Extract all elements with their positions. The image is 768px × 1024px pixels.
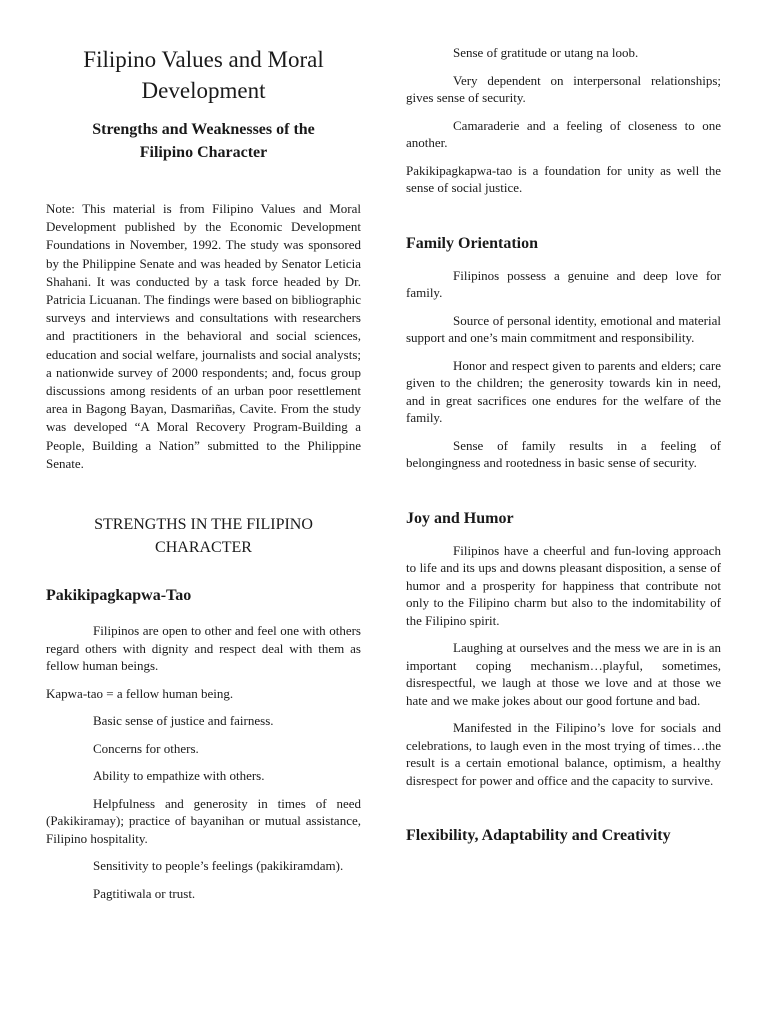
pakikipagkapwa-item: Helpfulness and generosity in times of need (Pakikiramay); practice of bayanihan or mutual assistance, Filipino hospitality. [46,795,361,846]
subtitle-line-2: Filipino Character [139,144,268,161]
pakikipagkapwa-item: Pagtitiwala or trust. [93,885,196,901]
title-line-2: Development [141,78,266,103]
strengths-title-line-1: STRENGTHS IN THE FILIPINO [94,516,313,534]
joy-paragraph: Filipinos have a cheerful and fun-loving approach to life and its ups and downs pleasant disposition, a sense of humor and a prosperity for happiness that contribute not only to the Filipino charm but also to the indomitability of the Filipino spirit. [406,542,721,628]
kapwa-definition: Kapwa-tao = a fellow human being. [46,685,234,701]
pakikipagkapwa-item: Ability to empathize with others. [93,768,265,784]
source-note: Note: This material is from Filipino Values and Moral Development published by the Economic Development Foundations in November, 1992. The study was sponsored by the Philippine Senate and was headed by Senator Leticia Shahani. It was conducted by a task force headed by Dr. Patricia Licuanan. The findings were based on bibliographic surveys and interviews and consultations with researchers and practitioners in the behavioral and social sciences, education and social welfare, journalists and social analysts; a nationwide survey of 2000 respondents; and, focus group discussions among residents of an urban poor resettlement area in Bagong Bayan, Dasmariñas, Cavite. From the study was developed “A Moral Recovery Program-Building a People, Building a Nation” submitted to the Philippine Senate. [46,201,361,471]
joy-paragraph: Laughing at ourselves and the mess we are in is an important coping mechanism…playful, sometimes, disrespectful, we laugh at those we love and at those we hate and we make jokes about our good fortune and bad. [406,640,721,708]
title-line-1: Filipino Values and Moral [83,47,324,72]
left-column [46,0,361,912]
pakikipagkapwa-intro: Filipinos are open to other and feel one with others regard others with dignity and respect deal with them as fellow human beings. [46,623,361,674]
joy-humor-heading: Joy and Humor [406,509,514,527]
document-subtitle [46,118,361,164]
family-paragraph: Honor and respect given to parents and elders; care given to the children; the generosity towards kin in need, and in great sacrifices one endures for the welfare of the family. [406,357,721,425]
pakikipagkapwa-item: Sense of gratitude or utang na loob. [453,45,639,60]
strengths-title-line-2: CHARACTER [155,539,252,557]
pakikipagkapwa-conclusion: Pakikipagkapwa-tao is a foundation for unity as well the sense of social justice. [406,162,721,195]
pakikipagkapwa-item: Very dependent on interpersonal relationships; gives sense of security. [406,72,721,105]
family-orientation-heading: Family Orientation [406,234,538,252]
right-column [406,0,721,847]
pakikipagkapwa-heading: Pakikipagkapwa-Tao [46,587,192,605]
joy-paragraph: Manifested in the Filipino’s love for socials and celebrations, to laugh even in the most trying of times…the result is a certain emotional balance, optimism, a healthy disrespect for power and office and the capacity to survive. [406,720,721,788]
flexibility-heading: Flexibility, Adaptability and Creativity [406,827,671,844]
family-paragraph: Source of personal identity, emotional and material support and one’s main commitment and responsibility. [406,312,721,345]
family-paragraph: Filipinos possess a genuine and deep love for family. [406,267,721,300]
subtitle-line-1: Strengths and Weaknesses of the [92,121,315,138]
document-title [46,44,361,106]
family-paragraph: Sense of family results in a feeling of belongingness and rootedness in basic sense of security. [406,437,721,470]
pakikipagkapwa-item: Sensitivity to people’s feelings (pakikiramdam). [93,858,344,874]
pakikipagkapwa-item: Basic sense of justice and fairness. [93,713,274,729]
strengths-section-title [46,513,361,559]
pakikipagkapwa-item: Concerns for others. [93,740,199,756]
pakikipagkapwa-item: Camaraderie and a feeling of closeness to one another. [406,117,721,150]
